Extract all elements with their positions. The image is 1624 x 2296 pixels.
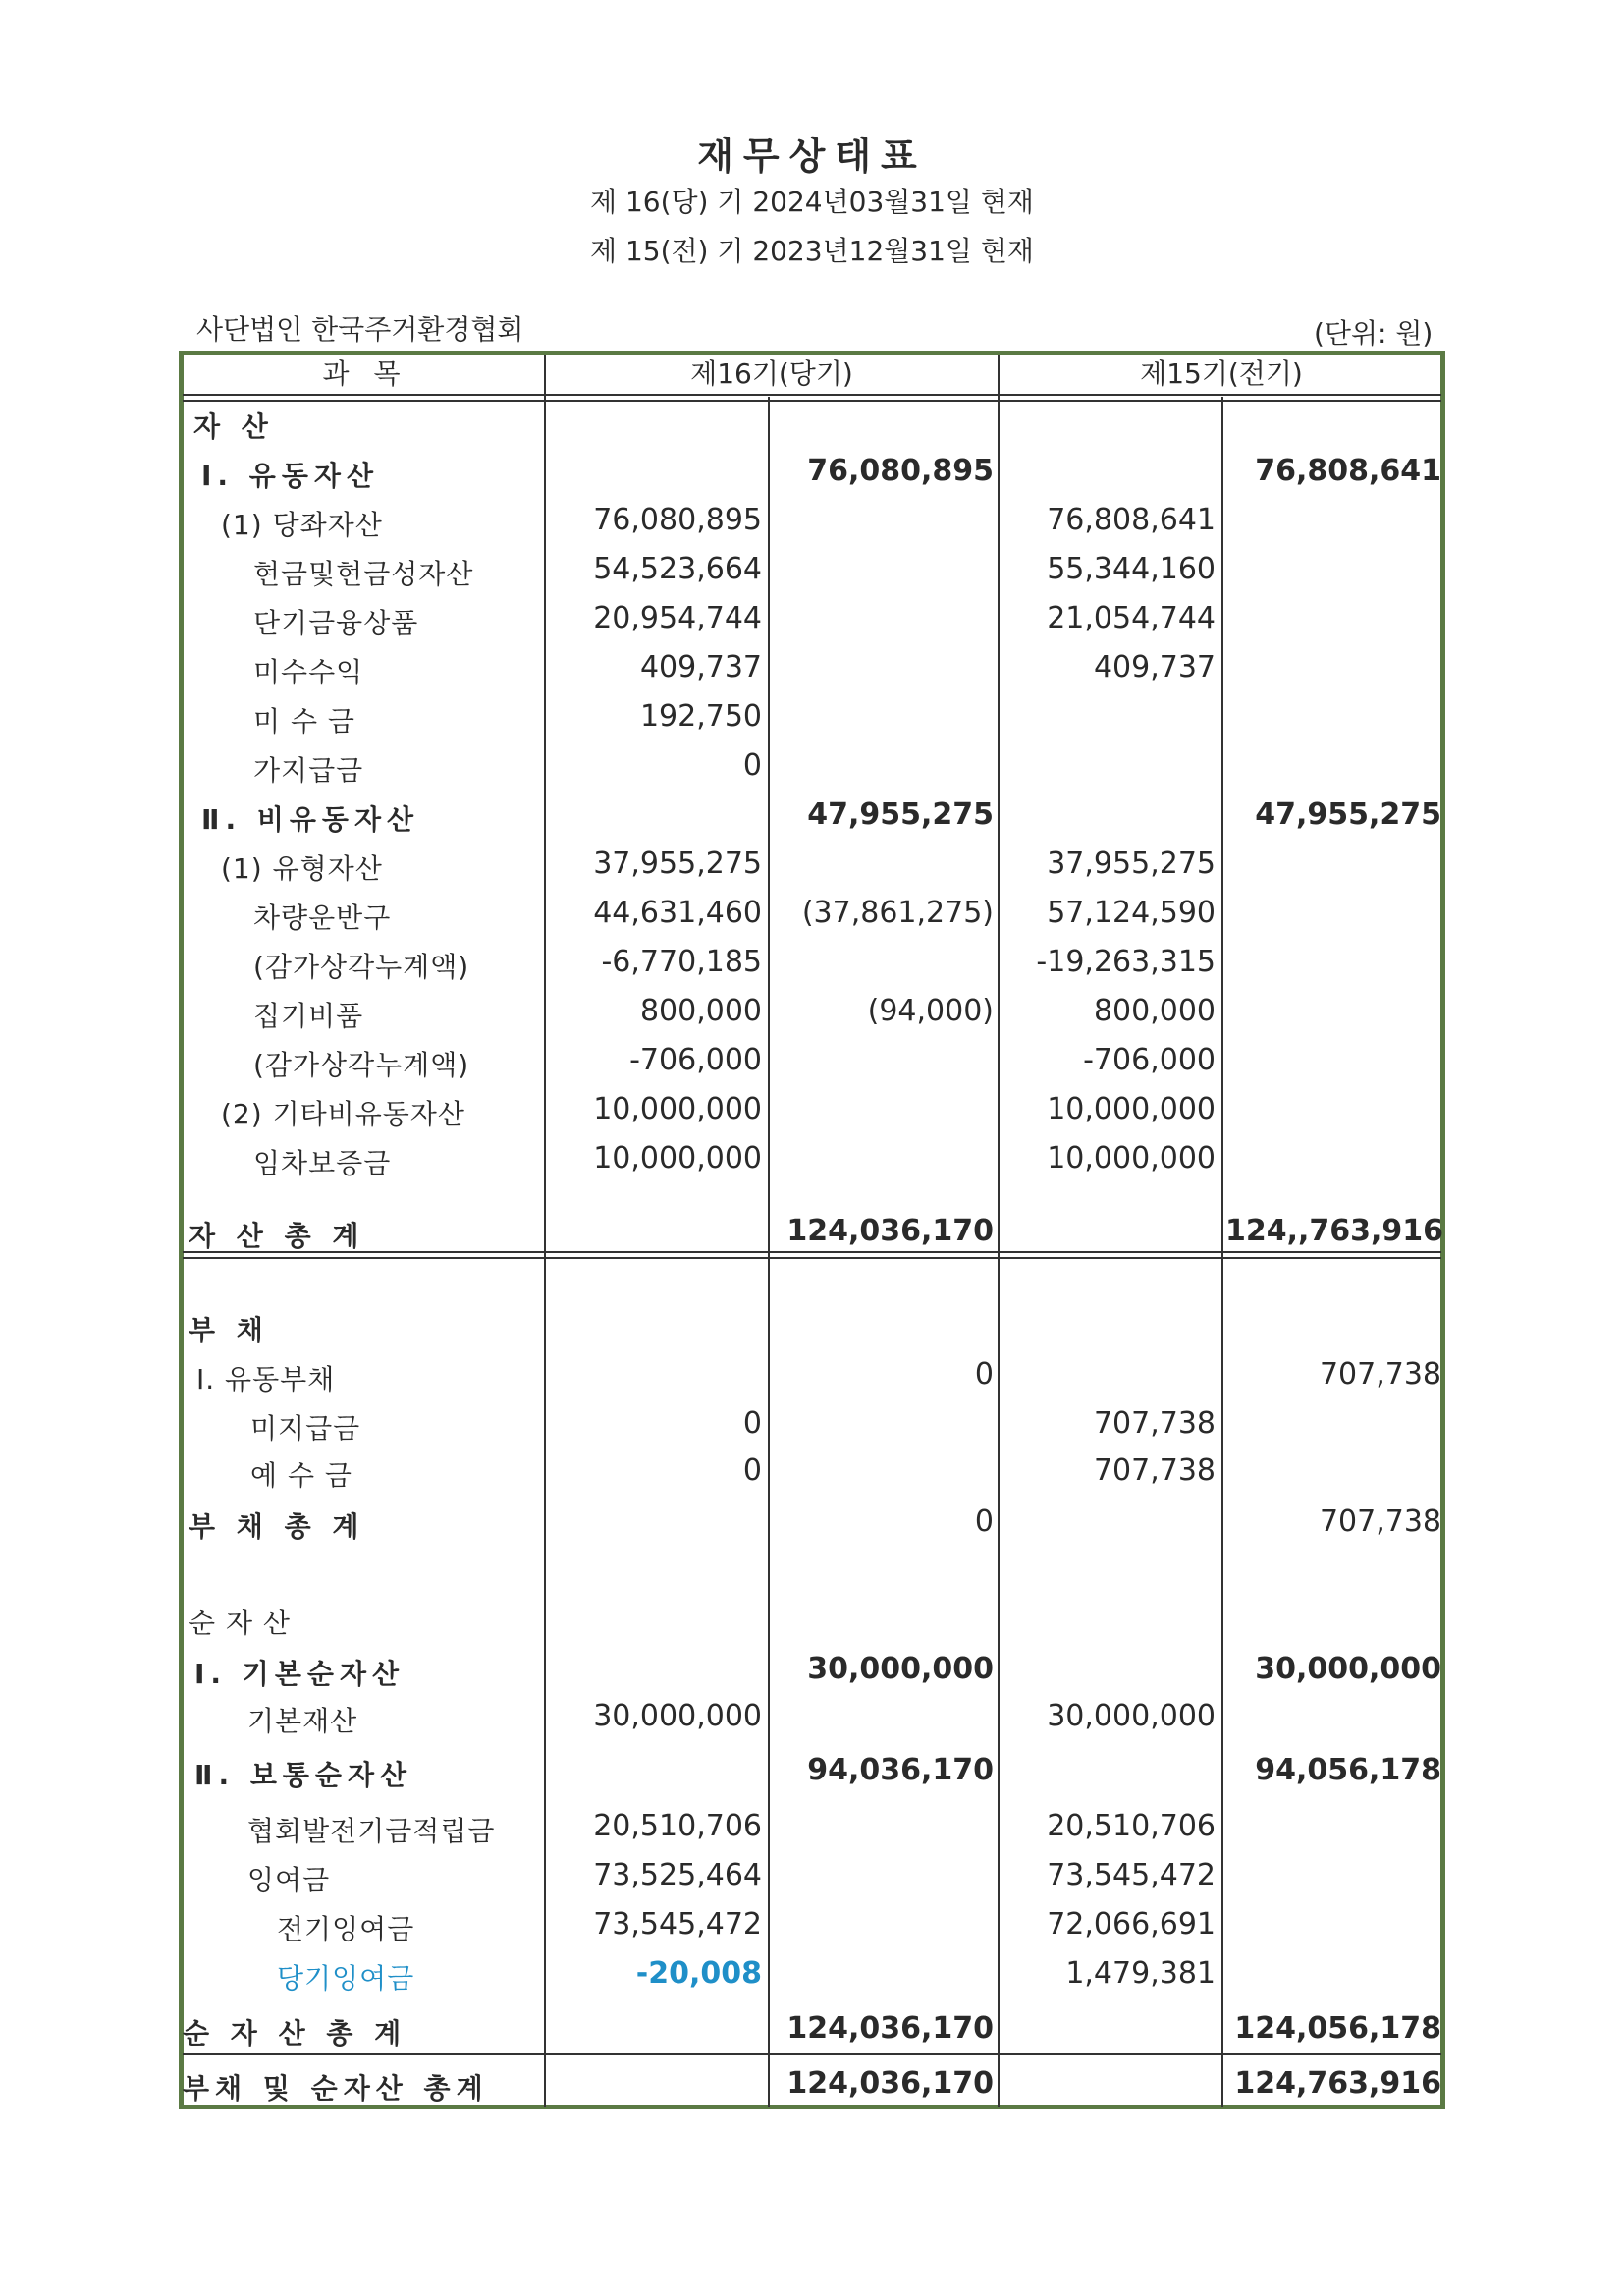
row-label: 잉여금	[247, 1864, 331, 1896]
amount-cur-detail: 37,955,275	[593, 847, 762, 881]
row-label: (1) 유형자산	[221, 852, 383, 885]
amount-prior-detail: 55,344,160	[1047, 552, 1216, 586]
final-row-rule	[183, 2053, 1441, 2055]
row-label: (1) 당좌자산	[221, 509, 383, 541]
row-label: 예 수 금	[250, 1459, 352, 1492]
amount-prior-total: 707,738	[1319, 1504, 1441, 1539]
amount-cur-total: 30,000,000	[807, 1652, 994, 1686]
amount-cur-total: 124,036,170	[786, 2011, 994, 2046]
amount-cur-detail: 20,510,706	[593, 1809, 762, 1843]
amount-cur-detail: 44,631,460	[593, 896, 762, 930]
header-account: 과 목	[322, 357, 408, 390]
row-label: 단기금융상품	[253, 607, 419, 639]
document-title: 재무상태표	[697, 135, 927, 178]
row-label: 전기잉여금	[277, 1913, 415, 1945]
row-label: 부 채 총 계	[189, 1510, 365, 1543]
amount-cur-detail: 76,080,895	[593, 503, 762, 537]
amount-prior-detail: 76,808,641	[1047, 503, 1216, 537]
amount-prior-detail: 10,000,000	[1047, 1092, 1216, 1126]
amount-prior-total: 94,056,178	[1255, 1753, 1441, 1787]
amount-prior-detail: 707,738	[1093, 1406, 1216, 1441]
amount-prior-detail: 21,054,744	[1047, 601, 1216, 635]
amount-cur-detail: 10,000,000	[593, 1092, 762, 1126]
header-current: 제16기(당기)	[690, 357, 853, 390]
amount-prior-detail: 73,545,472	[1047, 1858, 1216, 1892]
amount-cur-detail: 409,737	[639, 650, 762, 684]
amount-prior-detail: -19,263,315	[1036, 945, 1216, 979]
row-label: 미 수 금	[253, 705, 355, 738]
column-divider	[544, 355, 546, 2107]
row-label: 기본재산	[247, 1705, 358, 1737]
row-label: 순 자 산	[189, 1607, 291, 1639]
row-label: (2) 기타비유동자산	[221, 1098, 465, 1130]
amount-prior-detail: 800,000	[1093, 994, 1216, 1028]
amount-cur-detail: 800,000	[639, 994, 762, 1028]
organization-name: 사단법인 한국주거환경협회	[196, 313, 524, 346]
amount-prior-total: 30,000,000	[1255, 1652, 1441, 1686]
amount-cur-detail: 0	[742, 748, 762, 783]
amount-cur-detail: 73,525,464	[593, 1858, 762, 1892]
row-label: 현금및현금성자산	[253, 558, 474, 590]
amount-cur-detail: -6,770,185	[601, 945, 762, 979]
row-label: (감가상각누계액)	[253, 951, 470, 983]
row-label: 미지급금	[250, 1412, 361, 1445]
amount-cur-detail: 54,523,664	[593, 552, 762, 586]
row-label: 가지급금	[253, 754, 364, 787]
amount-prior-total: 124,763,916	[1234, 2066, 1441, 2101]
period-prior: 제 15(전) 기 2023년12월31일 현재	[590, 235, 1034, 267]
amount-prior-detail: 707,738	[1093, 1453, 1216, 1488]
row-label: 차량운반구	[253, 902, 392, 934]
row-label: 집기비품	[253, 1000, 364, 1032]
row-label: 순 자 산 총 계	[183, 2017, 407, 2050]
amount-prior-detail: 10,000,000	[1047, 1141, 1216, 1175]
row-label: Ⅰ. 유동자산	[201, 460, 379, 492]
amount-prior-detail: 20,510,706	[1047, 1809, 1216, 1843]
row-label: 미수수익	[253, 656, 364, 688]
row-label: 자 산 총 계	[189, 1220, 365, 1252]
amount-prior-total: 707,738	[1319, 1357, 1441, 1392]
amount-cur-total: (94,000)	[867, 994, 994, 1028]
amount-cur-detail: 0	[742, 1406, 762, 1441]
amount-prior-total: 47,955,275	[1255, 797, 1441, 832]
amount-cur-total: 47,955,275	[807, 797, 994, 832]
total-rule-double	[183, 1257, 1441, 1259]
column-divider	[1221, 397, 1223, 2107]
amount-cur-detail: -706,000	[629, 1043, 762, 1077]
row-label: 당기잉여금	[277, 1962, 415, 1995]
amount-cur-total: 0	[974, 1357, 994, 1392]
amount-cur-detail: 73,545,472	[593, 1907, 762, 1941]
amount-cur-detail: 0	[742, 1453, 762, 1488]
amount-cur-total: 124,036,170	[786, 1214, 994, 1248]
column-divider	[998, 355, 1000, 2107]
row-label: 부 채	[189, 1314, 269, 1346]
amount-cur-detail: -20,008	[635, 1956, 762, 1991]
amount-prior-detail: 30,000,000	[1047, 1699, 1216, 1733]
row-label: 협회발전기금적립금	[247, 1815, 496, 1847]
row-label: Ⅱ. 비유동자산	[201, 803, 420, 836]
amount-prior-total: 76,808,641	[1255, 454, 1441, 488]
period-current: 제 16(당) 기 2024년03월31일 현재	[590, 186, 1034, 218]
amount-cur-total: (37,861,275)	[801, 896, 994, 930]
amount-prior-detail: -706,000	[1083, 1043, 1216, 1077]
amount-cur-total: 0	[974, 1504, 994, 1539]
amount-prior-detail: 37,955,275	[1047, 847, 1216, 881]
amount-cur-detail: 192,750	[639, 699, 762, 734]
row-label: Ⅱ. 보통순자산	[194, 1759, 413, 1791]
header-rule	[183, 394, 1441, 396]
amount-cur-total: 124,036,170	[786, 2066, 994, 2101]
amount-prior-detail: 1,479,381	[1065, 1956, 1216, 1991]
amount-prior-detail: 72,066,691	[1047, 1907, 1216, 1941]
row-label: 부채 및 순자산 총계	[183, 2072, 489, 2105]
amount-cur-detail: 10,000,000	[593, 1141, 762, 1175]
amount-prior-detail: 57,124,590	[1047, 896, 1216, 930]
amount-cur-detail: 30,000,000	[593, 1699, 762, 1733]
column-divider	[768, 397, 770, 2107]
row-label: Ⅰ. 유동부채	[196, 1363, 336, 1395]
row-label: Ⅰ. 기본순자산	[194, 1658, 406, 1690]
amount-prior-total: 124,,763,916	[1225, 1214, 1444, 1248]
row-label: (감가상각누계액)	[253, 1049, 470, 1081]
row-label: 임차보증금	[253, 1147, 392, 1179]
amount-prior-detail: 409,737	[1093, 650, 1216, 684]
amount-cur-detail: 20,954,744	[593, 601, 762, 635]
amount-cur-total: 76,080,895	[807, 454, 994, 488]
amount-cur-total: 94,036,170	[807, 1753, 994, 1787]
header-rule-double	[183, 400, 1441, 402]
amount-prior-total: 124,056,178	[1234, 2011, 1441, 2046]
row-label: 자 산	[193, 410, 274, 443]
unit-label: (단위: 원)	[1314, 317, 1434, 350]
header-prior: 제15기(전기)	[1140, 357, 1303, 390]
total-rule	[183, 1251, 1441, 1253]
